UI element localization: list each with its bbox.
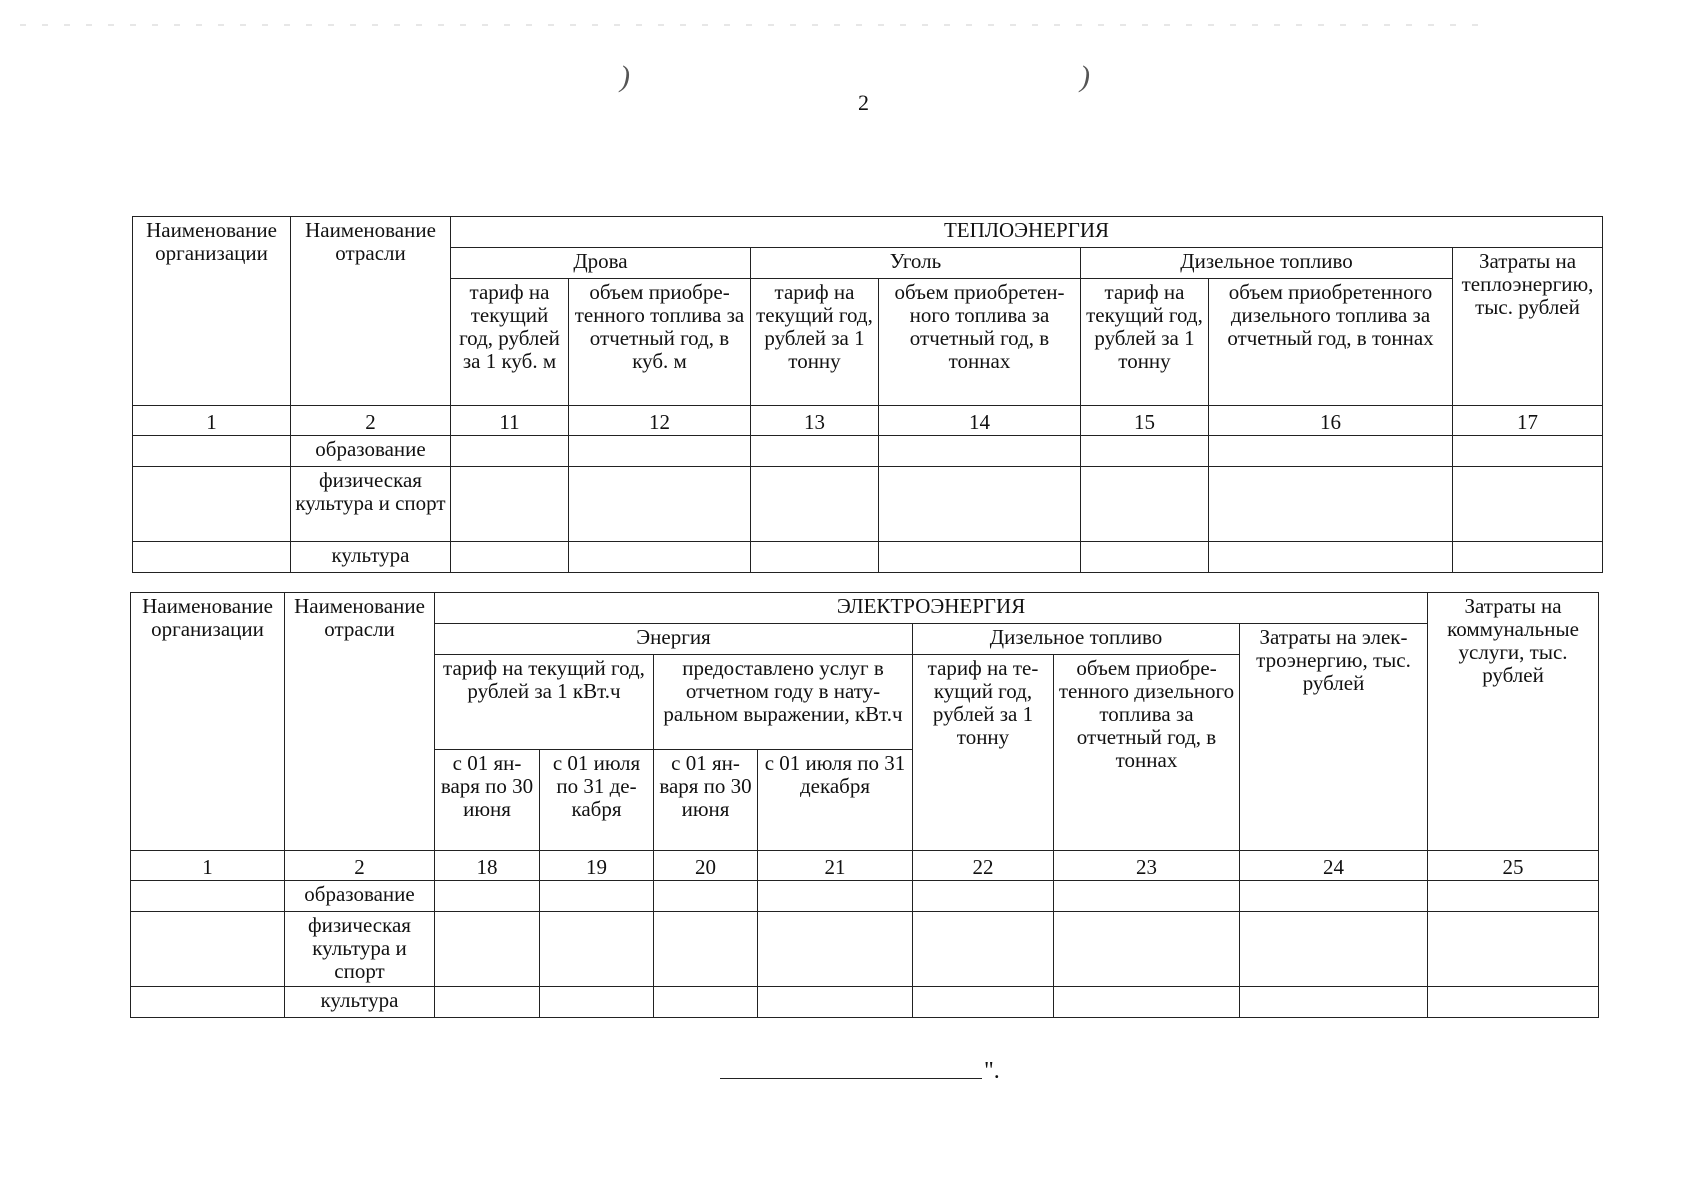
data-cell[interactable] [1428,912,1599,987]
period-header: с 01 января по 30 июня [654,750,758,851]
sector-cell: образование [285,881,435,912]
data-cell[interactable] [1428,987,1599,1018]
coal-volume-header: объем приобретенного топлива за отчетный год, в тоннах [879,279,1081,406]
column-number: 21 [758,851,913,881]
data-cell[interactable] [879,542,1081,573]
org-cell[interactable] [133,436,291,467]
data-cell[interactable] [1054,987,1240,1018]
firewood-tariff-header: тариф на текущий год, рублей за 1 куб. м [451,279,569,406]
period-header: с 01 января по 30 июня [435,750,540,851]
data-cell[interactable] [569,542,751,573]
column-number: 15 [1081,406,1209,436]
column-number: 25 [1428,851,1599,881]
scan-mark: ) [620,60,630,93]
data-cell[interactable] [435,987,540,1018]
data-cell[interactable] [451,467,569,542]
column-number: 1 [133,406,291,436]
data-cell[interactable] [758,881,913,912]
data-cell[interactable] [654,881,758,912]
table-row [131,987,1599,1018]
data-cell[interactable] [913,987,1054,1018]
data-cell[interactable] [569,467,751,542]
column-number: 24 [1240,851,1428,881]
data-cell[interactable] [758,987,913,1018]
electricity-table [130,592,1599,1018]
energy-header: Энергия [435,624,913,655]
column-number: 1 [131,851,285,881]
table-row [133,436,1603,467]
diesel-volume-header: объем приобретенного дизельного топлива за отчетный год, в тоннах [1054,655,1240,851]
data-cell[interactable] [1428,881,1599,912]
firewood-volume-header: объем приобретенного топлива за отчетный год, в куб. м [569,279,751,406]
org-cell[interactable] [131,881,285,912]
org-cell[interactable] [131,987,285,1018]
closing-quote: ". [984,1058,1000,1084]
data-cell[interactable] [569,436,751,467]
data-cell[interactable] [540,912,654,987]
data-cell[interactable] [1209,467,1453,542]
scan-mark: ) [1080,60,1090,93]
page-number: 2 [858,90,869,115]
data-cell[interactable] [751,542,879,573]
data-cell[interactable] [1209,542,1453,573]
sector-name-header: Наименование отрасли [291,217,451,406]
data-cell[interactable] [1240,987,1428,1018]
org-cell[interactable] [133,542,291,573]
sector-cell: культура [285,987,435,1018]
data-cell[interactable] [879,467,1081,542]
table-row [133,542,1603,573]
column-number: 11 [451,406,569,436]
sector-cell: физическая культура и спорт [285,912,435,987]
column-number: 2 [291,406,451,436]
heat-energy-table [132,216,1603,573]
org-cell[interactable] [131,912,285,987]
data-cell[interactable] [1453,467,1603,542]
diesel-tariff-header: тариф на текущий год, рублей за 1 тонну [913,655,1054,851]
data-cell[interactable] [913,881,1054,912]
data-cell[interactable] [879,436,1081,467]
coal-header: Уголь [751,248,1081,279]
table-row [133,467,1603,542]
data-cell[interactable] [1081,436,1209,467]
diesel-tariff-header: тариф на текущий год, рублей за 1 тонну [1081,279,1209,406]
scan-noise [20,24,1480,26]
data-cell[interactable] [435,881,540,912]
sector-cell: культура [291,542,451,573]
sector-name-header: Наименование отрасли [285,593,435,851]
column-number: 19 [540,851,654,881]
column-number: 17 [1453,406,1603,436]
electricity-costs-header: Затраты на электроэнергию, тыс. рублей [1240,624,1428,851]
utility-costs-header: Затраты на коммунальные услуги, тыс. рублей [1428,593,1599,851]
column-number: 22 [913,851,1054,881]
column-number: 18 [435,851,540,881]
org-name-header: Наименование организации [133,217,291,406]
column-number: 2 [285,851,435,881]
data-cell[interactable] [913,912,1054,987]
electricity-title: ЭЛЕКТРОЭНЕРГИЯ [435,593,1428,624]
sector-cell: образование [291,436,451,467]
coal-tariff-header: тариф на текущий год, рублей за 1 тонну [751,279,879,406]
services-header: предоставлено услуг в отчетном году в натуральном выражении, кВт.ч [654,655,913,750]
sector-cell: физическая культура и спорт [291,467,451,542]
firewood-header: Дрова [451,248,751,279]
data-cell[interactable] [654,912,758,987]
data-cell[interactable] [451,542,569,573]
org-cell[interactable] [133,467,291,542]
data-cell[interactable] [654,987,758,1018]
heat-energy-title: ТЕПЛОЭНЕРГИЯ [451,217,1603,248]
column-number: 12 [569,406,751,436]
data-cell[interactable] [1054,912,1240,987]
column-number: 13 [751,406,879,436]
data-cell[interactable] [1453,436,1603,467]
data-cell[interactable] [1453,542,1603,573]
period-header: с 01 июля по 31 декабря [540,750,654,851]
data-cell[interactable] [540,881,654,912]
column-number: 23 [1054,851,1240,881]
data-cell[interactable] [540,987,654,1018]
table-row [131,912,1599,987]
data-cell[interactable] [1240,912,1428,987]
column-number: 16 [1209,406,1453,436]
diesel-header: Дизельное топливо [913,624,1240,655]
column-number: 20 [654,851,758,881]
data-cell[interactable] [751,467,879,542]
period-header: с 01 июля по 31 декабря [758,750,913,851]
diesel-header: Дизельное топливо [1081,248,1453,279]
data-cell[interactable] [1240,881,1428,912]
signature-line [720,1078,982,1079]
org-name-header: Наименование организации [131,593,285,851]
data-cell[interactable] [1081,467,1209,542]
data-cell[interactable] [751,436,879,467]
heat-costs-header: Затраты на теплоэнергию, тыс. рублей [1453,248,1603,406]
column-number: 14 [879,406,1081,436]
data-cell[interactable] [435,912,540,987]
data-cell[interactable] [758,912,913,987]
data-cell[interactable] [1209,436,1453,467]
data-cell[interactable] [1081,542,1209,573]
diesel-volume-header: объем приобретенного дизельного топлива за отчетный год, в тоннах [1209,279,1453,406]
table-row [131,881,1599,912]
tariff-header: тариф на текущий год, рублей за 1 кВт.ч [435,655,654,750]
data-cell[interactable] [1054,881,1240,912]
data-cell[interactable] [451,436,569,467]
